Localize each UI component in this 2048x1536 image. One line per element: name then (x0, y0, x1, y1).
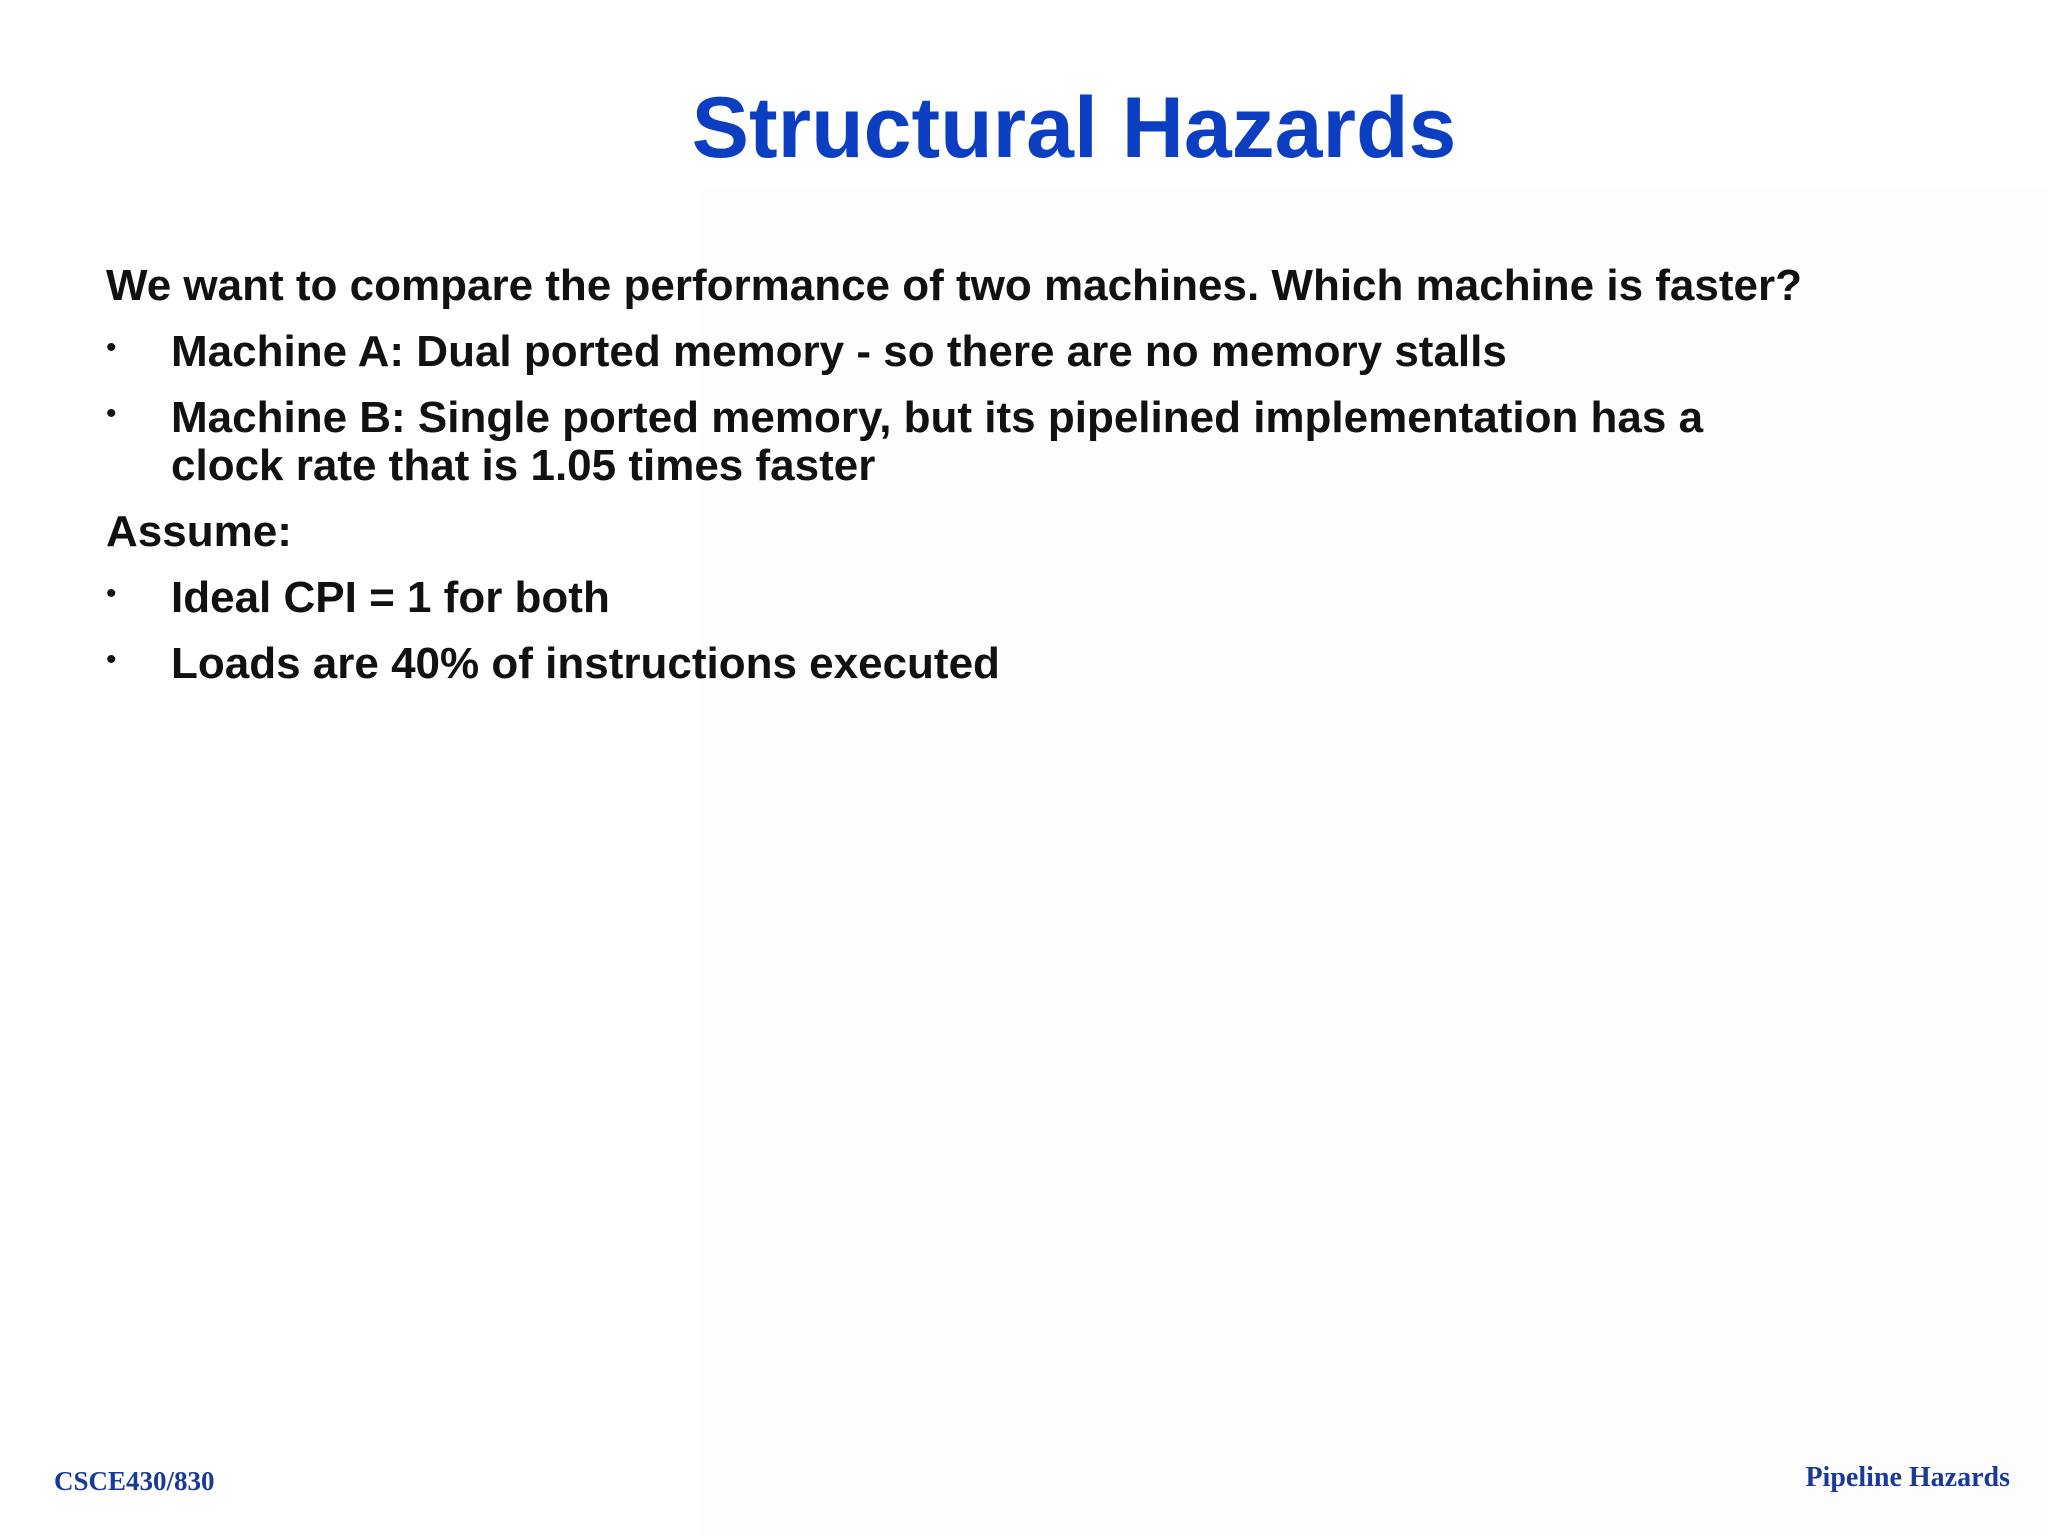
bullet-icon: • (106, 331, 117, 364)
bullet-assumption-cpi (106, 574, 1966, 622)
bullet-machine-b (106, 394, 1966, 490)
footer-course-code: CSCE430/830 (54, 1466, 215, 1496)
assume-label: Assume: (106, 507, 292, 556)
bullet-assumption-loads (106, 640, 1966, 688)
bullet-icon: • (106, 577, 117, 610)
slide-title (0, 78, 2048, 178)
bullet-machine-a (106, 328, 1966, 376)
bullet-machine-a-text: Machine A: Dual ported memory - so there are no memory stalls (171, 327, 1507, 376)
slide-body (106, 262, 1966, 706)
footer-topic: Pipeline Hazards (1805, 1462, 2010, 1493)
bullet-assumption-loads-text: Loads are 40% of instructions executed (171, 639, 1000, 688)
slide-title-text: Structural Hazards (691, 80, 1457, 176)
intro-question: We want to compare the performance of two machines. Which machine is faster? (106, 261, 1802, 310)
bullet-assumption-cpi-text: Ideal CPI = 1 for both (171, 573, 610, 622)
bullet-icon: • (106, 643, 117, 676)
bullet-icon: • (106, 397, 117, 430)
bullet-machine-b-text: Machine B: Single ported memory, but its pipelined implementation has a clock rate that is 1.05 times faster (171, 393, 1704, 490)
